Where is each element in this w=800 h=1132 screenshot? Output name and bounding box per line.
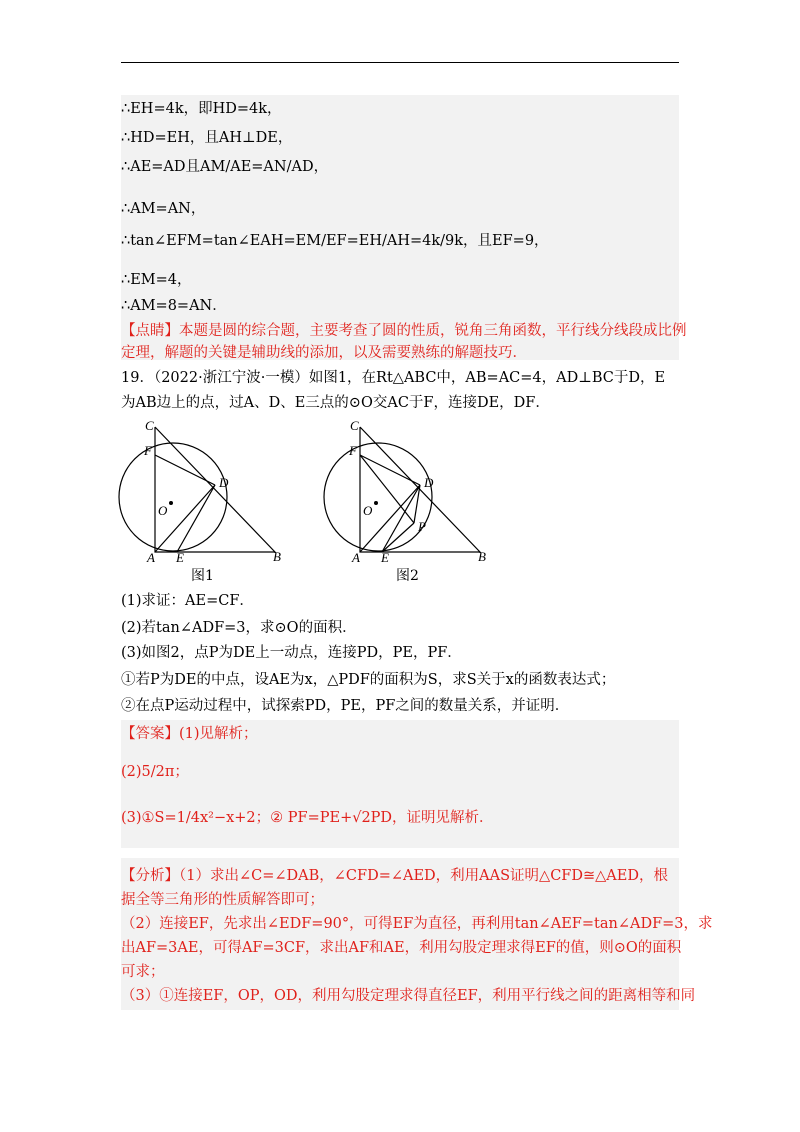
dianjing-line-1	[121, 321, 687, 341]
label-p: P	[418, 519, 426, 534]
answer-block	[121, 720, 679, 848]
dianjing-tag: 【点睛】	[121, 323, 179, 339]
label-b: B	[273, 549, 281, 564]
label-o: O	[158, 503, 168, 518]
analysis-tag: 【分析】	[121, 868, 179, 884]
segment-ed	[177, 485, 215, 552]
figure-2-caption: 图2	[396, 568, 419, 584]
label-d: D	[424, 475, 434, 490]
solution-line-6: ∴EM=4，	[121, 272, 192, 288]
solution-line-7: ∴AM=8=AN．	[121, 298, 227, 314]
solution-line-5: ∴tan∠EFM=tan∠EAH=EM/EF=EH/AH=4k/9k，且EF=9，	[121, 233, 549, 249]
figure-1-caption: 图1	[191, 568, 214, 584]
figure-2	[320, 415, 500, 565]
dianjing-line-2: 定理，解题的关键是辅助线的添加，以及需要熟练的解题技巧．	[121, 345, 527, 361]
answer-2: (2)5/2π；	[121, 764, 189, 780]
circle-o	[119, 443, 227, 551]
analysis-line-5: 可求；	[121, 964, 165, 980]
solution-line-3: ∴AE=AD且AM/AE=AN/AD，	[121, 159, 329, 175]
solution-line-4: ∴AM=AN，	[121, 201, 206, 217]
label-e: E	[381, 550, 389, 565]
label-c: C	[350, 418, 359, 433]
problem-line-2: 为AB边上的点，过A、D、E三点的⊙O交AC于F，连接DE，DF．	[121, 395, 550, 411]
segment-fd	[155, 455, 215, 485]
triangle-abc	[155, 427, 275, 552]
analysis-line-3: （2）连接EF，先求出∠EDF=90°，可得EF为直径，再利用tan∠AEF=tan∠ADF=3，求	[121, 916, 713, 932]
question-1: (1)求证：AE=CF．	[121, 593, 254, 609]
question-3-a: ①若P为DE的中点，设AE为x，△PDF的面积为S，求S关于x的函数表达式；	[121, 672, 616, 688]
answer-1: (1)见解析；	[179, 726, 258, 742]
label-f: F	[349, 443, 357, 458]
analysis-line-1	[121, 866, 668, 886]
question-2: (2)若tan∠ADF=3，求⊙O的面积．	[121, 620, 357, 636]
label-c: C	[145, 418, 154, 433]
problem-line-1: 19．（2022·浙江宁波·一模）如图1，在Rt△ABC中，AB=AC=4，AD⊥BC于D，E	[121, 370, 666, 386]
center-dot	[374, 501, 378, 505]
analysis-block	[121, 858, 713, 1010]
label-a: A	[147, 550, 155, 565]
header-rule	[121, 62, 679, 63]
dianjing-text-1: 本题是圆的综合题，主要考查了圆的性质，锐角三角函数，平行线分线段成比例	[179, 323, 687, 339]
analysis-line-6: （3）①连接EF，OP，OD，利用勾股定理求得直径EF，利用平行线之间的距离相等和同	[121, 988, 696, 1004]
solution-line-2: ∴HD=EH，且AH⊥DE，	[121, 130, 293, 146]
segment-fd	[360, 455, 420, 485]
label-f: F	[144, 443, 152, 458]
label-b: B	[478, 549, 486, 564]
figure-1	[115, 415, 295, 565]
label-e: E	[176, 550, 184, 565]
question-3: (3)如图2，点P为DE上一动点，连接PD，PE，PF．	[121, 645, 462, 661]
label-a: A	[352, 550, 360, 565]
analysis-text-1: （1）求出∠C=∠DAB，∠CFD=∠AED，利用AAS证明△CFD≅△AED，根	[179, 868, 668, 884]
question-3-b: ②在点P运动过程中，试探索PD，PE，PF之间的数量关系，并证明．	[121, 698, 570, 714]
segment-ad	[155, 485, 215, 552]
label-d: D	[219, 475, 229, 490]
answer-line-1	[121, 724, 258, 744]
solution-line-1: ∴EH=4k，即HD=4k，	[121, 101, 282, 117]
analysis-line-4: 出AF=3AE，可得AF=3CF，求出AF和AE，利用勾股定理求得EF的值，则⊙O的面积	[121, 940, 682, 956]
solution-block	[121, 95, 687, 361]
answer-tag: 【答案】	[121, 726, 179, 742]
analysis-line-2: 据全等三角形的性质解答即可；	[121, 892, 324, 908]
label-o: O	[363, 503, 373, 518]
circle-o	[324, 443, 432, 551]
center-dot	[169, 501, 173, 505]
answer-3: (3)①S=1/4x²−x+2；② PF=PE+√2PD，证明见解析．	[121, 810, 494, 826]
